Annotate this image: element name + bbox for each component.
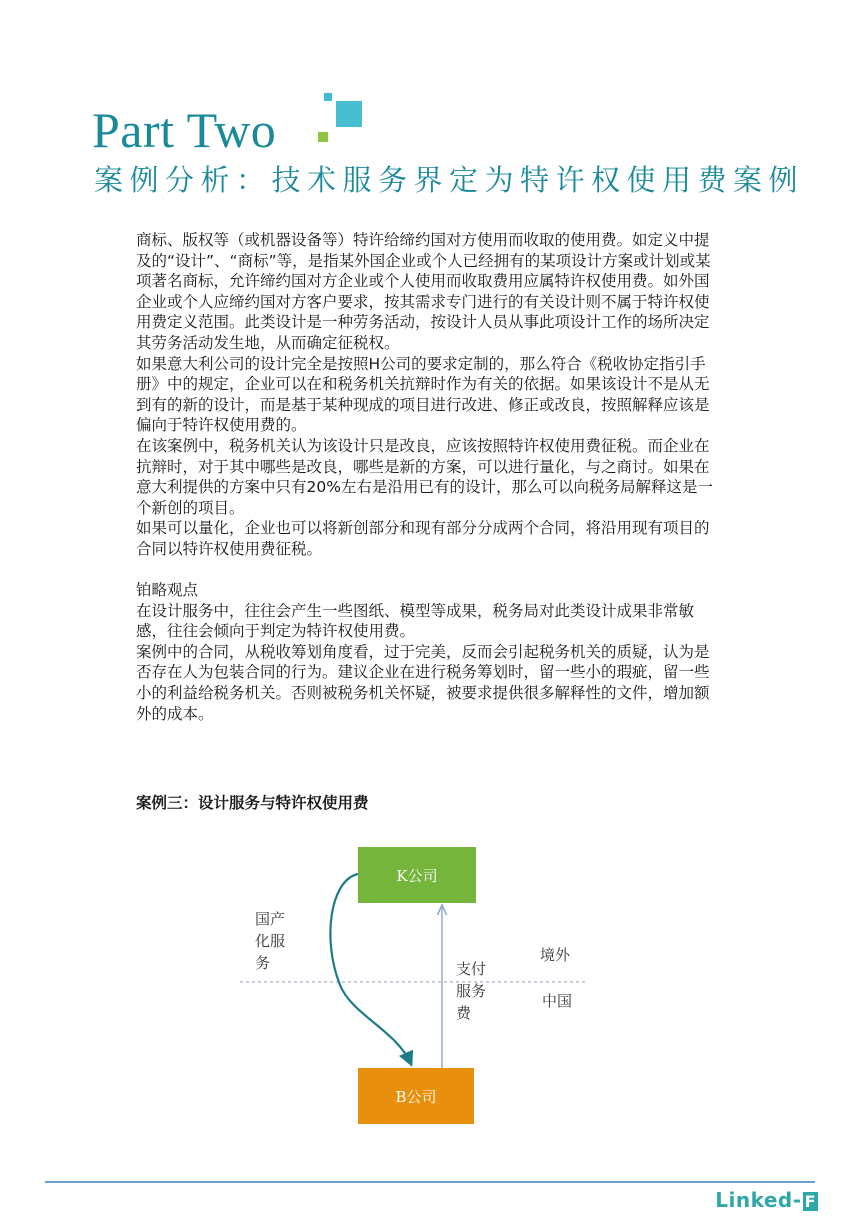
section-subtitle: 案例分析：技术服务界定为特许权使用费案例 [94,163,805,197]
company-k-box: K公司 [358,847,476,903]
paragraph: 在该案例中，税务机关认为该设计只是改良，应该按照特许权使用费征税。而企业在抗辩时，对于其中哪些是改良，哪些是新的方案，可以进行量化，与之商讨。如果在意大利提供的方案中只有20%左右是沿用已有的设计，那么可以向税务局解释这是一个新创的项目。 [136,436,713,517]
localization-service-label: 国产 化服 务 [255,910,286,972]
paragraph: 如果可以量化，企业也可以将新创部分和现有部分分成两个合同，将沿用现有项目的合同以特许权使用费征税。 [136,519,710,558]
case-title: 案例三：设计服务与特许权使用费 [136,794,369,812]
service-fee-label: 支付 服务 费 [456,960,487,1022]
overseas-label: 境外 [540,946,571,964]
footer-divider [45,1181,815,1183]
paragraph: 如果意大利公司的设计完全是按照H公司的要求定制的，那么符合《税收协定指引手册》中的规定，企业可以在和税务机关抗辩时作为有关的依据。如果该设计不是从无到有的新的设计，而是基于某种现成的项目进行改进、修正或改良，按照解释应该是偏向于特许权使用费的。 [136,354,710,435]
linked-f-logo: Linked- F [715,1188,816,1212]
opinion-heading: 铂略观点 [136,581,199,600]
china-label: 中国 [542,992,573,1010]
paragraph: 商标、版权等（或机器设备等）特许给缔约国对方使用而收取的使用费。如定义中提及的“设计”、“商标”等，是指某外国企业或个人已经拥有的某项设计方案或计划或某项著名商标，允许缔约国对方企业或个人使用而收取费用应属特许权使用费。如外国企业或个人应缔约国对方客户要求，按其需求专门进行的有关设计则不属于特许权使用费定义范围。此类设计是一种劳务活动，按设计人员从事此项设计工作的场所决定其劳务活动发生地，从而确定征税权。 [136,231,711,352]
part-title: Part Two [92,102,277,158]
paragraph: 案例中的合同，从税收筹划角度看，过于完美，反而会引起税务机关的质疑，认为是否存在人为包装合同的行为。建议企业在进行税务筹划时，留一些小的瑕疵，留一些小的利益给税务机关。否则被税务机关怀疑，被要求提供很多解释性的文件，增加额外的成本。 [136,642,710,723]
company-b-box: B公司 [358,1068,474,1124]
paragraph: 在设计服务中，往往会产生一些图纸、模型等成果，税务局对此类设计成果非常敏感，往往会倾向于判定为特许权使用费。 [136,601,695,641]
